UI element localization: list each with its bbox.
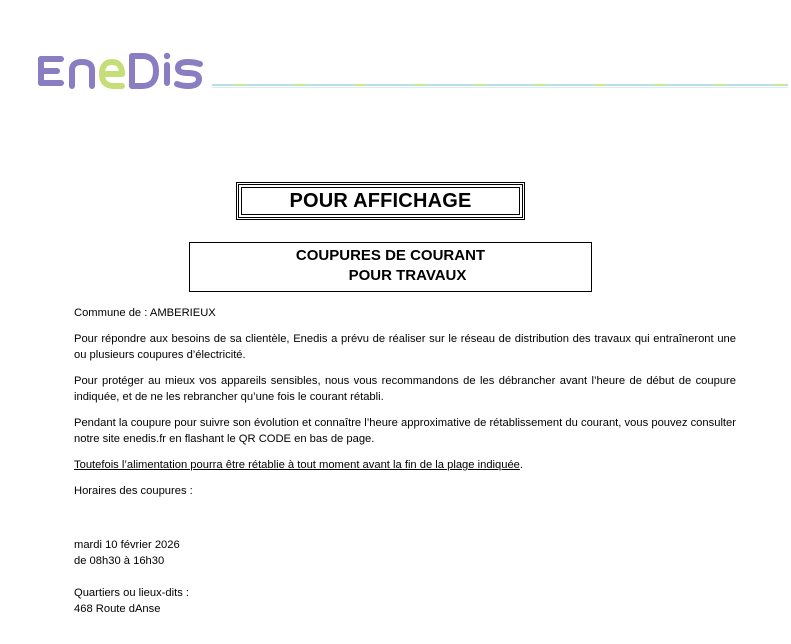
notice-body	[74, 305, 736, 617]
outage-date: mardi 10 février 2026	[74, 539, 180, 551]
horaires-label: Horaires des coupures :	[74, 485, 193, 497]
paragraph-intro: Pour répondre aux besoins de sa clientèle, Enedis a prévu de réaliser sur le réseau de distribution des travaux qui entraîneront une ou plusieurs coupures d’électricité.	[74, 333, 736, 361]
paragraph-protection: Pour protéger au mieux vos appareils sensibles, nous vous recommandons de les débrancher avant l’heure de début de coupure indiquée, et de ne les rebrancher qu’une fois le courant rétabli.	[74, 375, 736, 403]
enedis-logo	[36, 52, 206, 92]
paragraph-warning	[74, 457, 736, 473]
commune-line: Commune de : AMBERIEUX	[74, 307, 216, 319]
outage-address: 468 Route dAnse	[74, 603, 161, 615]
subtitle-box	[189, 242, 592, 292]
subtitle-line-2: POUR TRAVAUX	[348, 267, 467, 284]
paragraph-tracking: Pendant la coupure pour suivre son évolution et connaître l’heure approximative de rétablissement du courant, vous pouvez consulter notre site enedis.fr en flashant le QR CODE en bas de page.	[74, 417, 736, 445]
warning-suffix: .	[519, 459, 524, 471]
warning-underlined-text: Toutefois l’alimentation pourra être rétablie à tout moment avant la fin de la plage indiquée	[74, 459, 520, 471]
header-divider	[212, 84, 788, 90]
quartiers-label: Quartiers ou lieux-dits :	[74, 587, 190, 599]
enedis-logo-icon	[36, 52, 206, 92]
document-header	[0, 0, 791, 110]
outage-time-range: de 08h30 à 16h30	[74, 555, 165, 567]
title-box	[236, 182, 525, 220]
subtitle-line-1: COUPURES DE COURANT	[295, 247, 486, 264]
title-text: POUR AFFICHAGE	[289, 189, 472, 212]
